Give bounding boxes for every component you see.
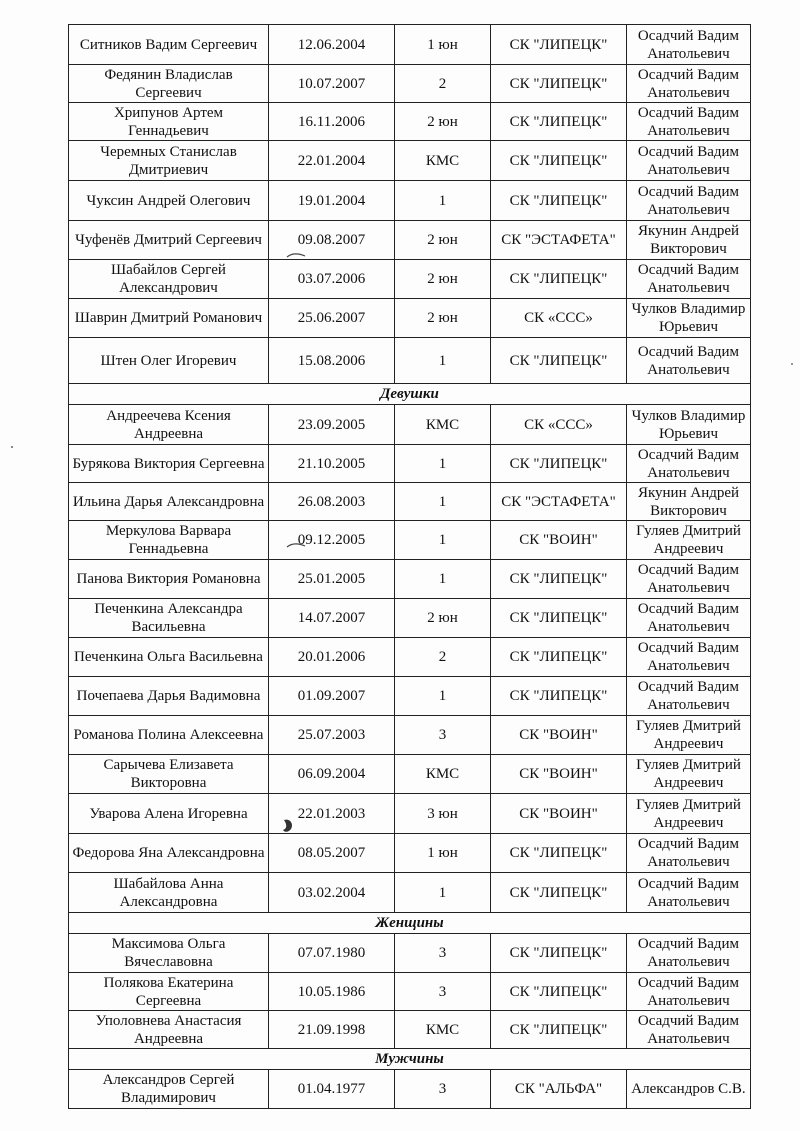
table-row <box>69 221 751 260</box>
birth-date-cell: 19.01.2004 <box>269 181 395 221</box>
club-cell: СК "ВОИН" <box>491 716 627 755</box>
coach-cell: Осадчий Вадим Анатольевич <box>627 638 751 677</box>
table-row <box>69 181 751 221</box>
coach-cell: Осадчий Вадим Анатольевич <box>627 934 751 973</box>
sport-rank-cell: 2 юн <box>395 299 491 338</box>
table-row <box>69 873 751 913</box>
table-row <box>69 934 751 973</box>
coach-cell: Осадчий Вадим Анатольевич <box>627 599 751 638</box>
club-cell: СК "ЛИПЕЦК" <box>491 445 627 483</box>
athlete-name-cell: Хрипунов Артем Геннадьевич <box>69 103 269 141</box>
table-row <box>69 638 751 677</box>
table-row <box>69 405 751 445</box>
club-cell: СК "ЛИПЕЦК" <box>491 973 627 1011</box>
table-row <box>69 1070 751 1109</box>
sport-rank-cell: 2 юн <box>395 221 491 260</box>
coach-cell: Гуляев Дмитрий Андреевич <box>627 716 751 755</box>
group-header-row <box>69 1049 751 1070</box>
table-row <box>69 677 751 716</box>
group-header-row <box>69 913 751 934</box>
club-cell: СК "ЛИПЕЦК" <box>491 834 627 873</box>
table-row <box>69 755 751 794</box>
sport-rank-cell: КМС <box>395 405 491 445</box>
table-row <box>69 794 751 834</box>
coach-cell: Осадчий Вадим Анатольевич <box>627 260 751 299</box>
sport-rank-cell: 2 юн <box>395 599 491 638</box>
sport-rank-cell: 2 юн <box>395 103 491 141</box>
coach-cell: Осадчий Вадим Анатольевич <box>627 338 751 384</box>
athlete-name-cell: Полякова Екатерина Сергеевна <box>69 973 269 1011</box>
birth-date-cell: 15.08.2006 <box>269 338 395 384</box>
birth-date-cell: 25.06.2007 <box>269 299 395 338</box>
club-cell: СК "ЛИПЕЦК" <box>491 677 627 716</box>
table-row <box>69 445 751 483</box>
club-cell: СК "ЭСТАФЕТА" <box>491 483 627 521</box>
sport-rank-cell: КМС <box>395 755 491 794</box>
participants-table <box>68 24 751 1109</box>
table-row <box>69 65 751 103</box>
club-cell: СК «ССС» <box>491 299 627 338</box>
sport-rank-cell: КМС <box>395 141 491 181</box>
athlete-name-cell: Сарычева Елизавета Викторовна <box>69 755 269 794</box>
athlete-name-cell: Меркулова Варвара Геннадьевна <box>69 521 269 560</box>
table-row <box>69 521 751 560</box>
club-cell: СК "ЛИПЕЦК" <box>491 560 627 599</box>
sport-rank-cell: 1 <box>395 873 491 913</box>
sport-rank-cell: 3 <box>395 934 491 973</box>
scan-tick-mark-upper <box>286 252 306 260</box>
scan-dot <box>11 446 13 448</box>
coach-cell: Осадчий Вадим Анатольевич <box>627 1011 751 1049</box>
birth-date-cell: 20.01.2006 <box>269 638 395 677</box>
group-title: Мужчины <box>69 1049 751 1070</box>
coach-cell: Осадчий Вадим Анатольевич <box>627 141 751 181</box>
table-row <box>69 560 751 599</box>
table-row <box>69 141 751 181</box>
athlete-name-cell: Печенкина Ольга Васильевна <box>69 638 269 677</box>
coach-cell: Чулков Владимир Юрьевич <box>627 299 751 338</box>
sport-rank-cell: 3 юн <box>395 794 491 834</box>
coach-cell: Гуляев Дмитрий Андреевич <box>627 755 751 794</box>
club-cell: СК "ЛИПЕЦК" <box>491 638 627 677</box>
coach-cell: Александров С.В. <box>627 1070 751 1109</box>
table-row <box>69 299 751 338</box>
birth-date-cell: 21.09.1998 <box>269 1011 395 1049</box>
table-row <box>69 25 751 65</box>
birth-date-cell: 22.01.2003 <box>269 794 395 834</box>
birth-date-cell: 14.07.2007 <box>269 599 395 638</box>
athlete-name-cell: Печенкина Александра Васильевна <box>69 599 269 638</box>
coach-cell: Гуляев Дмитрий Андреевич <box>627 521 751 560</box>
coach-cell: Осадчий Вадим Анатольевич <box>627 103 751 141</box>
birth-date-cell: 09.12.2005 <box>269 521 395 560</box>
group-title: Женщины <box>69 913 751 934</box>
coach-cell: Осадчий Вадим Анатольевич <box>627 181 751 221</box>
birth-date-cell: 03.07.2006 <box>269 260 395 299</box>
athlete-name-cell: Шаврин Дмитрий Романович <box>69 299 269 338</box>
club-cell: СК "ЛИПЕЦК" <box>491 338 627 384</box>
sport-rank-cell: 2 юн <box>395 260 491 299</box>
athlete-name-cell: Чуксин Андрей Олегович <box>69 181 269 221</box>
group-header-row <box>69 384 751 405</box>
athlete-name-cell: Андреечева Ксения Андреевна <box>69 405 269 445</box>
sport-rank-cell: 1 <box>395 677 491 716</box>
athlete-name-cell: Бурякова Виктория Сергеевна <box>69 445 269 483</box>
athlete-name-cell: Штен Олег Игоревич <box>69 338 269 384</box>
birth-date-cell: 26.08.2003 <box>269 483 395 521</box>
sport-rank-cell: 1 <box>395 521 491 560</box>
coach-cell: Осадчий Вадим Анатольевич <box>627 973 751 1011</box>
sport-rank-cell: 3 <box>395 1070 491 1109</box>
table-row <box>69 599 751 638</box>
scan-dot <box>791 363 793 365</box>
sport-rank-cell: 3 <box>395 716 491 755</box>
table-row <box>69 103 751 141</box>
club-cell: СК "ВОИН" <box>491 521 627 560</box>
birth-date-cell: 10.05.1986 <box>269 973 395 1011</box>
club-cell: СК "ЛИПЕЦК" <box>491 873 627 913</box>
sport-rank-cell: 1 юн <box>395 834 491 873</box>
table-row <box>69 483 751 521</box>
coach-cell: Осадчий Вадим Анатольевич <box>627 873 751 913</box>
sport-rank-cell: 2 <box>395 638 491 677</box>
birth-date-cell: 09.08.2007 <box>269 221 395 260</box>
birth-date-cell: 07.07.1980 <box>269 934 395 973</box>
sport-rank-cell: КМС <box>395 1011 491 1049</box>
club-cell: СК "ЭСТАФЕТА" <box>491 221 627 260</box>
scan-smudge-mark <box>281 818 295 834</box>
birth-date-cell: 03.02.2004 <box>269 873 395 913</box>
birth-date-cell: 23.09.2005 <box>269 405 395 445</box>
athlete-name-cell: Панова Виктория Романовна <box>69 560 269 599</box>
scan-tick-mark-lower <box>286 542 306 550</box>
club-cell: СК "АЛЬФА" <box>491 1070 627 1109</box>
coach-cell: Якунин Андрей Викторович <box>627 221 751 260</box>
sport-rank-cell: 1 <box>395 445 491 483</box>
athlete-name-cell: Александров Сергей Владимирович <box>69 1070 269 1109</box>
birth-date-cell: 21.10.2005 <box>269 445 395 483</box>
athlete-name-cell: Шабайлова Анна Александровна <box>69 873 269 913</box>
sport-rank-cell: 1 <box>395 483 491 521</box>
club-cell: СК "ЛИПЕЦК" <box>491 25 627 65</box>
coach-cell: Осадчий Вадим Анатольевич <box>627 834 751 873</box>
coach-cell: Чулков Владимир Юрьевич <box>627 405 751 445</box>
sport-rank-cell: 1 <box>395 338 491 384</box>
table-row <box>69 1011 751 1049</box>
birth-date-cell: 01.09.2007 <box>269 677 395 716</box>
birth-date-cell: 10.07.2007 <box>269 65 395 103</box>
sport-rank-cell: 3 <box>395 973 491 1011</box>
birth-date-cell: 01.04.1977 <box>269 1070 395 1109</box>
coach-cell: Осадчий Вадим Анатольевич <box>627 560 751 599</box>
athlete-name-cell: Ильина Дарья Александровна <box>69 483 269 521</box>
club-cell: СК "ЛИПЕЦК" <box>491 103 627 141</box>
birth-date-cell: 08.05.2007 <box>269 834 395 873</box>
sport-rank-cell: 1 юн <box>395 25 491 65</box>
club-cell: СК "ЛИПЕЦК" <box>491 141 627 181</box>
birth-date-cell: 22.01.2004 <box>269 141 395 181</box>
club-cell: СК "ВОИН" <box>491 794 627 834</box>
athlete-name-cell: Уполовнева Анастасия Андреевна <box>69 1011 269 1049</box>
table-row <box>69 973 751 1011</box>
table-row <box>69 716 751 755</box>
athlete-name-cell: Почепаева Дарья Вадимовна <box>69 677 269 716</box>
athlete-name-cell: Чуфенёв Дмитрий Сергеевич <box>69 221 269 260</box>
club-cell: СК «ССС» <box>491 405 627 445</box>
birth-date-cell: 25.07.2003 <box>269 716 395 755</box>
coach-cell: Гуляев Дмитрий Андреевич <box>627 794 751 834</box>
table-row <box>69 260 751 299</box>
club-cell: СК "ЛИПЕЦК" <box>491 65 627 103</box>
athlete-name-cell: Максимова Ольга Вячеславовна <box>69 934 269 973</box>
coach-cell: Осадчий Вадим Анатольевич <box>627 445 751 483</box>
athlete-name-cell: Уварова Алена Игоревна <box>69 794 269 834</box>
club-cell: СК "ЛИПЕЦК" <box>491 599 627 638</box>
athlete-name-cell: Федорова Яна Александровна <box>69 834 269 873</box>
sport-rank-cell: 2 <box>395 65 491 103</box>
sport-rank-cell: 1 <box>395 181 491 221</box>
athlete-name-cell: Ситников Вадим Сергеевич <box>69 25 269 65</box>
club-cell: СК "ЛИПЕЦК" <box>491 181 627 221</box>
birth-date-cell: 25.01.2005 <box>269 560 395 599</box>
athlete-name-cell: Романова Полина Алексеевна <box>69 716 269 755</box>
club-cell: СК "ВОИН" <box>491 755 627 794</box>
table-row <box>69 338 751 384</box>
club-cell: СК "ЛИПЕЦК" <box>491 1011 627 1049</box>
athlete-name-cell: Шабайлов Сергей Александрович <box>69 260 269 299</box>
club-cell: СК "ЛИПЕЦК" <box>491 934 627 973</box>
athlete-name-cell: Черемных Станислав Дмитриевич <box>69 141 269 181</box>
coach-cell: Осадчий Вадим Анатольевич <box>627 65 751 103</box>
athlete-name-cell: Федянин Владислав Сергеевич <box>69 65 269 103</box>
coach-cell: Осадчий Вадим Анатольевич <box>627 677 751 716</box>
birth-date-cell: 16.11.2006 <box>269 103 395 141</box>
table-row <box>69 834 751 873</box>
birth-date-cell: 12.06.2004 <box>269 25 395 65</box>
sport-rank-cell: 1 <box>395 560 491 599</box>
group-title: Девушки <box>69 384 751 405</box>
club-cell: СК "ЛИПЕЦК" <box>491 260 627 299</box>
birth-date-cell: 06.09.2004 <box>269 755 395 794</box>
coach-cell: Якунин Андрей Викторович <box>627 483 751 521</box>
coach-cell: Осадчий Вадим Анатольевич <box>627 25 751 65</box>
